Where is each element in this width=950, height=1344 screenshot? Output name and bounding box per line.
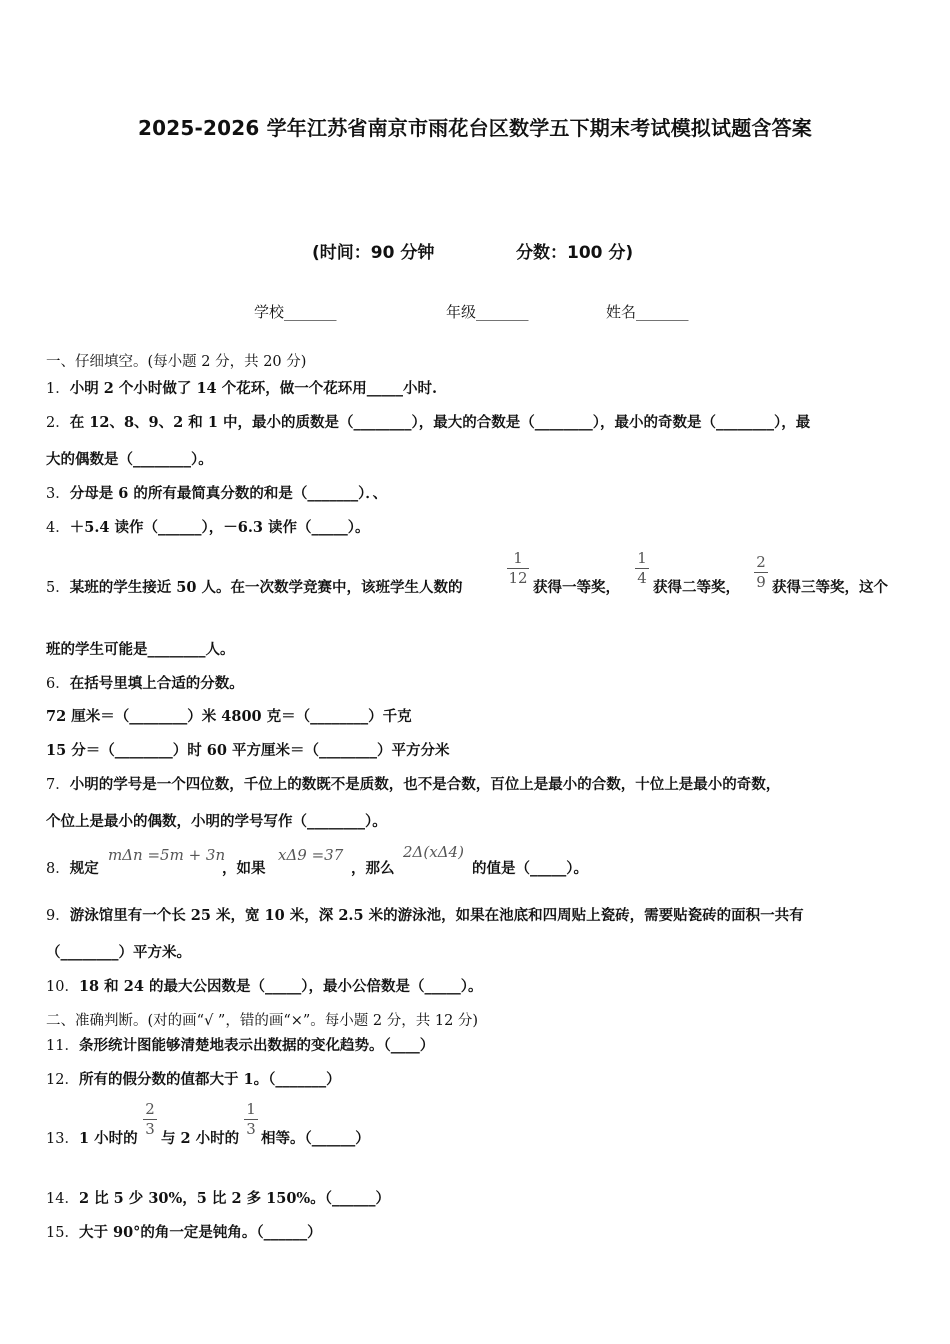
fraction-denominator: 3 [145, 1120, 155, 1138]
fraction-numerator: 1 [246, 1100, 256, 1118]
question-number: 4． [46, 520, 70, 536]
question-text: 某班的学生接近 50 人。在一次数学竞赛中，该班学生人数的 [69, 579, 463, 596]
section-1-heading: 一、仔细填空。(每小题 2 分，共 20 分) [46, 354, 307, 370]
question-6-line-2: 15 分＝（________）时 60 平方厘米＝（________）平方分米 [46, 742, 450, 759]
question-1 [46, 377, 437, 398]
school-field: 学校_______ [254, 303, 337, 321]
question-13-part: 相等。（______） [261, 1130, 370, 1147]
fraction-numerator: 2 [145, 1100, 155, 1118]
question-2 [46, 411, 810, 432]
fraction-numerator: 2 [756, 553, 766, 571]
question-number: 12． [46, 1072, 79, 1088]
question-number: 5． [46, 580, 70, 596]
question-number: 14． [46, 1191, 79, 1207]
question-number: 7． [46, 777, 70, 793]
formula-definition: mΔn =5m + 3n [108, 846, 226, 864]
question-8 [46, 857, 99, 878]
question-4 [46, 516, 370, 537]
fraction-denominator: 3 [246, 1120, 256, 1138]
question-number: 13． [46, 1131, 79, 1147]
formula-condition: xΔ9 =37 [278, 846, 344, 864]
question-6-line-1: 72 厘米＝（________）米 4800 克＝（________）千克 [46, 708, 412, 725]
question-9-cont: （________）平方米。 [46, 944, 191, 961]
question-8-part: ，如果 [222, 860, 266, 877]
question-14 [46, 1187, 390, 1208]
question-5-cont: 班的学生可能是________人。 [46, 641, 235, 658]
fraction-2-3 [143, 1102, 157, 1137]
question-text: 在括号里填上合适的分数。 [69, 675, 244, 692]
question-number: 8． [46, 861, 70, 877]
question-text: 1 小时的 [78, 1130, 138, 1147]
name-field: 姓名_______ [606, 303, 689, 321]
question-5-part: 获得一等奖， [533, 579, 620, 596]
question-5 [46, 576, 463, 597]
fraction-1-12 [507, 551, 529, 586]
fraction-denominator: 9 [756, 573, 766, 591]
question-11 [46, 1034, 434, 1055]
fraction-denominator: 4 [637, 569, 647, 587]
question-text: 18 和 24 的最大公因数是（_____），最小公倍数是（_____）。 [78, 978, 483, 995]
question-number: 6． [46, 676, 70, 692]
question-text: 分母是 6 的所有最简真分数的和是（_______）．、 [69, 485, 388, 502]
question-number: 2． [46, 415, 70, 431]
question-number: 15． [46, 1225, 79, 1241]
question-text: 小明 2 个小时做了 14 个花环，做一个花环用_____小时. [69, 380, 437, 397]
question-number: 10． [46, 979, 79, 995]
question-text: 小明的学号是一个四位数，千位上的数既不是质数，也不是合数，百位上是最小的合数，十位上是最小的奇数， [69, 776, 781, 793]
fraction-denominator: 12 [508, 569, 528, 587]
question-7-cont: 个位上是最小的偶数，小明的学号写作（________）。 [46, 813, 387, 830]
section-2-heading: 二、准确判断。(对的画“√ ”，错的画“×”。每小题 2 分，共 12 分) [46, 1013, 479, 1029]
question-10 [46, 975, 482, 996]
question-8-part: ，那么 [351, 860, 395, 877]
question-13-part: 与 2 小时的 [161, 1130, 240, 1147]
question-8-part: 的值是（_____）。 [472, 860, 588, 877]
question-3 [46, 482, 387, 503]
question-text: ＋5.4 读作（______），－6.3 读作（_____）。 [69, 519, 370, 536]
fraction-numerator: 1 [513, 549, 523, 567]
grade-field: 年级_______ [446, 303, 529, 321]
page-title: 2025-2026 学年江苏省南京市雨花台区数学五下期末考试模拟试题含答案 [138, 116, 812, 140]
fraction-1-4 [635, 551, 649, 586]
question-5-part: 获得三等奖，这个 [772, 579, 888, 596]
question-text: 所有的假分数的值都大于 1。（_______） [78, 1071, 341, 1088]
question-text: 在 12、8、9、2 和 1 中，最小的质数是（________），最大的合数是（________），最小的奇数是（________），最 [69, 414, 811, 431]
fraction-2-9 [754, 555, 768, 590]
fraction-1-3 [244, 1102, 258, 1137]
question-text: 规定 [69, 860, 99, 877]
question-text: 条形统计图能够清楚地表示出数据的变化趋势。（____） [78, 1037, 435, 1054]
question-number: 1． [46, 381, 70, 397]
question-12 [46, 1068, 341, 1089]
question-text: 游泳馆里有一个长 25 米，宽 10 米，深 2.5 米的游泳池，如果在池底和四周贴上瓷砖，需要贴瓷砖的面积一共有 [69, 907, 804, 924]
exam-time: (时间：90 分钟 [312, 243, 435, 263]
exam-score: 分数：100 分) [516, 243, 634, 263]
question-5-part: 获得二等奖， [653, 579, 740, 596]
question-15 [46, 1221, 322, 1242]
question-number: 9． [46, 908, 70, 924]
question-number: 3． [46, 486, 70, 502]
question-6 [46, 672, 244, 693]
question-2-cont: 大的偶数是（________）。 [46, 451, 213, 468]
formula-target: 2Δ(xΔ4) [403, 843, 464, 861]
question-text: 2 比 5 少 30%，5 比 2 多 150%。（______） [78, 1190, 390, 1207]
question-9 [46, 904, 804, 925]
question-7 [46, 773, 780, 794]
question-13 [46, 1127, 138, 1148]
question-number: 11． [46, 1038, 79, 1054]
question-text: 大于 90°的角一定是钝角。（______） [78, 1224, 322, 1241]
fraction-numerator: 1 [637, 549, 647, 567]
